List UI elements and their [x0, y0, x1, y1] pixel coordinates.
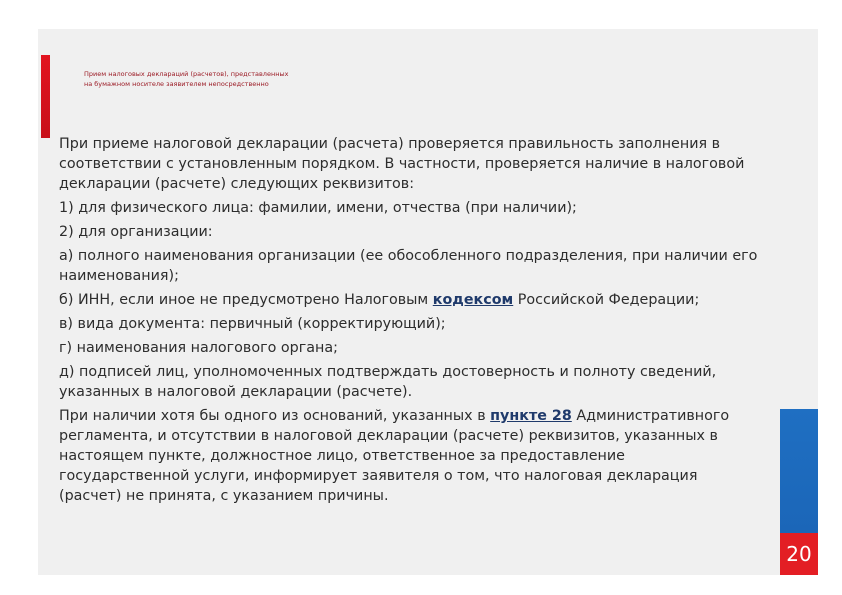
page-number: 20 — [786, 542, 812, 566]
paragraph-item-d: д) подписей лиц, уполномоченных подтверждать достоверность и полноту сведений, указанных в налоговой декларации (расчете). — [59, 364, 717, 400]
paragraph-item-g: г) наименования налогового органа; — [59, 340, 338, 356]
paragraph-item-a: а) полного наименования организации (ее обособленного подразделения, при наличии его наименования); — [59, 248, 758, 284]
paragraph-item-b — [59, 290, 759, 310]
blue-accent-bar — [780, 409, 818, 533]
paragraph-item-v: в) вида документа: первичный (корректирующий); — [59, 316, 446, 332]
paragraph-conclusion — [59, 406, 759, 506]
item-b-text-after: Российской Федерации; — [513, 292, 700, 308]
slide-header-title — [84, 69, 314, 89]
item-b-text-before: б) ИНН, если иное не предусмотрено Налоговым — [59, 292, 433, 308]
paragraph-intro: При приеме налоговой декларации (расчета) проверяется правильность заполнения в соответствии с установленным порядком. В частности, проверяется наличие в налоговой декларации (расчете) следующих реквизитов: — [59, 136, 745, 192]
paragraph-item-1: 1) для физического лица: фамилии, имени, отчества (при наличии); — [59, 200, 577, 216]
header-title-line-1: Прием налоговых деклараций (расчетов), представленных — [84, 70, 289, 78]
conclusion-text-after: Административного регламента, и отсутствии в налоговой декларации (расчете) реквизитов, указанных в настоящем пункте, должностное лицо, ответственное за предоставление государственной услуги, информирует заявителя о том, что налоговая декларация (расчет) не принята, с указанием причины. — [59, 408, 730, 504]
paragraph-item-2: 2) для организации: — [59, 224, 213, 240]
conclusion-text-before: При наличии хотя бы одного из оснований, указанных в — [59, 408, 491, 424]
header-title-line-2: на бумажном носителе заявителем непосредственно — [84, 80, 269, 88]
slide — [38, 29, 818, 575]
red-accent-bar — [41, 55, 50, 138]
punkt-28-link[interactable]: пункте 28 — [490, 408, 572, 424]
page-number-badge — [780, 533, 818, 575]
kodeks-link[interactable]: кодексом — [432, 292, 514, 308]
slide-body-text — [59, 134, 759, 510]
